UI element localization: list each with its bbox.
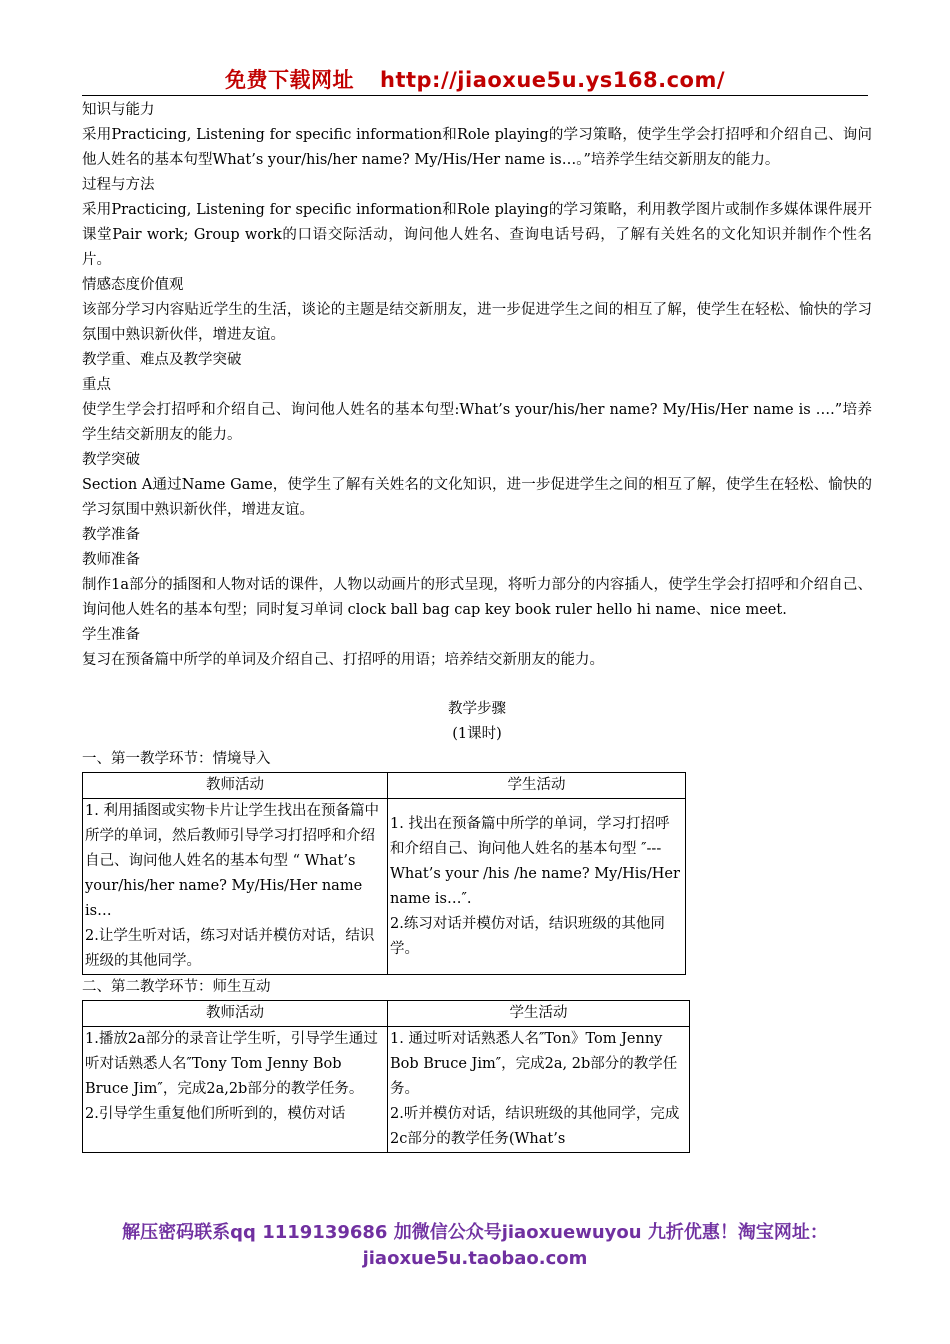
heading-knowledge: 知识与能力 bbox=[82, 102, 155, 118]
page-footer bbox=[0, 1220, 950, 1272]
heading-attitude: 情感态度价值观 bbox=[82, 277, 184, 293]
heading-process: 过程与方法 bbox=[82, 177, 155, 193]
table-header-row bbox=[83, 1001, 690, 1027]
paragraph-breakthrough: Section A通过Name Game，使学生了解有关姓名的文化知识，进一步促进学生之间的相互了解，使学生在轻松、愉快的学习氛围中熟识新伙伴，增进友谊。 bbox=[82, 477, 872, 518]
paragraph-teacher-prep: 制作1a部分的插图和人物对话的课件，人物以动画片的形式呈现，将听力部分的内容插人，使学生学会打招呼和介绍自己、询问他人姓名的基本句型；同时复习单词 clock ball bag cap key book ruler hello hi name、nice meet. bbox=[82, 577, 872, 618]
heading-focus: 重点 bbox=[82, 377, 111, 393]
section2-table bbox=[82, 1000, 690, 1153]
table-row bbox=[83, 799, 686, 975]
heading-preparation: 教学准备 bbox=[82, 527, 140, 543]
heading-breakthrough: 教学突破 bbox=[82, 452, 140, 468]
paragraph-attitude: 该部分学习内容贴近学生的生活，谈论的主题是结交新朋友，进一步促进学生之间的相互了解，使学生在轻松、愉快的学习氛围中熟识新伙伴，增进友谊。 bbox=[82, 302, 872, 343]
teacher-activity: 1. 利用插图或实物卡片让学生找出在预备篇中所学的单词，然后教师引导学习打招呼和介绍自己、询问他人姓名的基本句型 “ What’s your/his/her name? My/His/Her name is… 2.让学生听对话，练习对话并模仿对话，结识班级的其他同学。 bbox=[83, 799, 388, 975]
table-header-row bbox=[83, 773, 686, 799]
teacher-activity: 1.播放2a部分的录音让学生听，引导学生通过听对话熟悉人名″Tony Tom Jenny Bob Bruce Jim″，完成2a,2b部分的教学任务。 2.引导学生重复他们所听到的，模仿对话 bbox=[83, 1027, 388, 1153]
paragraph-process: 采用Practicing, Listening for specific information和Role playing的学习策略，利用教学图片或制作多媒体课件展开课堂Pair work; Group work的口语交际活动，询问他人姓名、查询电话号码，了解有关姓名的文化知识并制作个性名片。 bbox=[82, 202, 872, 268]
paragraph-focus: 使学生学会打招呼和介绍自己、询问他人姓名的基本句型:What’s your/his/her name? My/His/Her name is ….”培养学生结交新朋友的能力。 bbox=[82, 402, 872, 443]
steps-title: 教学步骤 bbox=[448, 701, 506, 717]
heading-teacher-prep: 教师准备 bbox=[82, 552, 140, 568]
section2-title: 二、第二教学环节：师生互动 bbox=[82, 979, 271, 995]
table-row bbox=[83, 1027, 690, 1153]
footer-contact: 解压密码联系qq 1119139686 加微信公众号jiaoxuewuyou 九折优惠！淘宝网址： bbox=[122, 1222, 828, 1243]
header-teacher: 教师活动 bbox=[83, 1001, 388, 1027]
header-student: 学生活动 bbox=[388, 773, 686, 799]
student-activity: 1. 找出在预备篇中所学的单词，学习打招呼和介绍自己、询问他人姓名的基本句型 ″---What’s your /his /he name? My/His/Her name is…″. 2.练习对话并模仿对话，结识班级的其他同学。 bbox=[388, 799, 686, 975]
page-header bbox=[0, 64, 950, 94]
header-teacher: 教师活动 bbox=[83, 773, 388, 799]
section1-table bbox=[82, 772, 686, 975]
section1-title: 一、第一教学环节：情境导入 bbox=[82, 751, 271, 767]
header-title: 免费下载网址 bbox=[225, 68, 354, 92]
heading-student-prep: 学生准备 bbox=[82, 627, 140, 643]
student-activity: 1. 通过听对话熟悉人名″Ton》Tom Jenny Bob Bruce Jim″，完成2a, 2b部分的教学任务。 2.听并模仿对话，结识班级的其他同学，完成2c部分的教学任务(What’s bbox=[388, 1027, 690, 1153]
paragraph-knowledge: 采用Practicing, Listening for specific information和Role playing的学习策略，使学生学会打招呼和介绍自己、询问他人姓名的基本句型What’s your/his/her name? My/His/Her name is…。”培养学生结交新朋友的能力。 bbox=[82, 127, 872, 168]
footer-shop-link[interactable]: jiaoxue5u.taobao.com bbox=[362, 1248, 588, 1269]
paragraph-student-prep: 复习在预备篇中所学的单词及介绍自己、打招呼的用语；培养结交新朋友的能力。 bbox=[82, 652, 604, 668]
header-url[interactable]: http://jiaoxue5u.ys168.com/ bbox=[380, 68, 725, 92]
steps-subtitle: (1课时) bbox=[452, 726, 502, 742]
header-student: 学生活动 bbox=[388, 1001, 690, 1027]
heading-key-points: 教学重、难点及教学突破 bbox=[82, 352, 242, 368]
document-body bbox=[82, 98, 872, 1153]
header-rule bbox=[82, 95, 868, 96]
